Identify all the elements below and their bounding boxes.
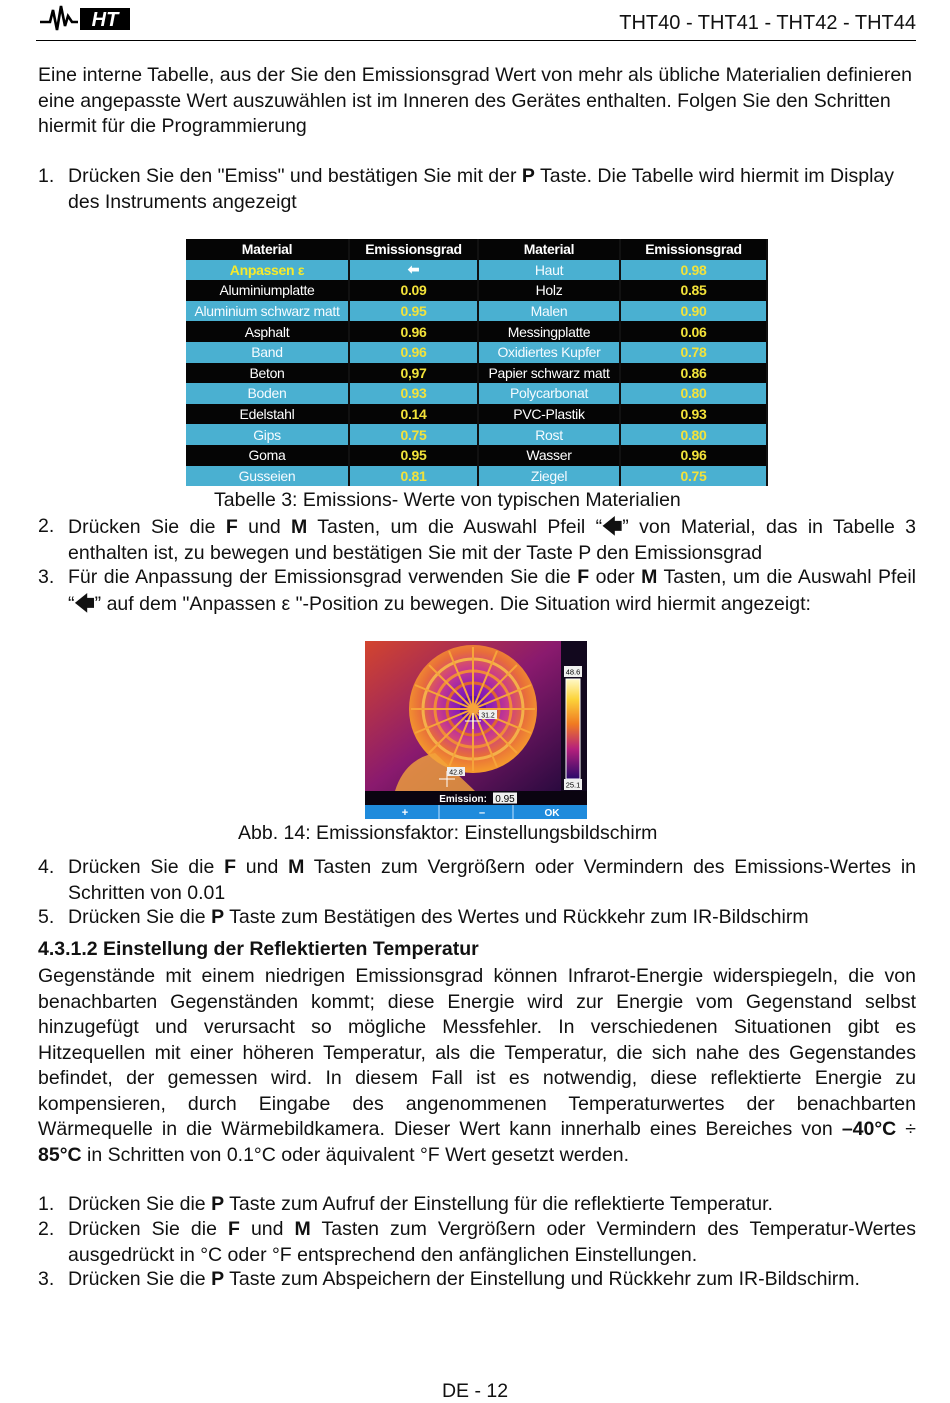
table-row — [186, 280, 767, 301]
emission-label: Emission: — [439, 794, 487, 805]
select-arrow-icon: 🡄 — [602, 515, 623, 538]
material-cell: Malen — [478, 301, 620, 322]
col-header-material-1: Material — [186, 239, 349, 260]
header-divider — [36, 40, 916, 41]
table-caption: Tabelle 3: Emissions- Werte von typischen Materialien — [214, 489, 681, 511]
spot-center-temp: 31.2 — [481, 712, 495, 720]
material-cell: Haut — [478, 260, 620, 281]
table-row — [186, 466, 767, 487]
material-cell: Band — [186, 342, 349, 363]
emissivity-cell: 0.96 — [349, 321, 478, 342]
reflect-step-3: 3. Drücken Sie die P Taste zum Abspeichern der Einstellung und Rückkehr zum IR-Bildschirm. — [38, 1268, 860, 1290]
material-cell: Gips — [186, 424, 349, 445]
col-header-material-2: Material — [478, 239, 620, 260]
ht-logo — [38, 2, 132, 34]
material-cell: Asphalt — [186, 321, 349, 342]
material-cell: Papier schwarz matt — [478, 363, 620, 384]
table-header-row — [186, 239, 767, 260]
emissivity-cell: 0.96 — [620, 445, 767, 466]
material-cell: Messingplatte — [478, 321, 620, 342]
table-row — [186, 424, 767, 445]
emissivity-cell: 0.80 — [620, 383, 767, 404]
step-5: 5. Drücken Sie die P Taste zum Bestätigen des Wertes und Rückkehr zum IR-Bildschirm — [38, 906, 809, 928]
logo-text: HT — [91, 9, 119, 31]
emissivity-cell: 0.93 — [620, 404, 767, 425]
emissivity-cell: 0.95 — [349, 445, 478, 466]
section-heading: 4.3.1.2 Einstellung der Reflektierten Temperatur — [38, 938, 479, 960]
col-header-emission-2: Emissionsgrad — [620, 239, 767, 260]
emissivity-cell: 0.86 — [620, 363, 767, 384]
material-cell: Ziegel — [478, 466, 620, 487]
emissivity-cell: 0,97 — [349, 363, 478, 384]
step-3: 3. Für die Anpassung der Emissionsgrad verwenden Sie die F oder M Tasten, um die Auswahl Pfeil “🡄” auf dem "Anpassen ε "-Position zu bewegen. Die Situation wird hiermit angezeigt: — [38, 566, 916, 615]
emissivity-cell: 0.06 — [620, 321, 767, 342]
emissivity-cell: 0.09 — [349, 280, 478, 301]
emissivity-cell: 0.85 — [620, 280, 767, 301]
material-cell: Aluminium schwarz matt — [186, 301, 349, 322]
material-cell: Wasser — [478, 445, 620, 466]
table-row — [186, 301, 767, 322]
emissivity-cell: 0.81 — [349, 466, 478, 487]
material-cell: Boden — [186, 383, 349, 404]
col-header-emission-1: Emissionsgrad — [349, 239, 478, 260]
material-cell: Holz — [478, 280, 620, 301]
material-cell: PVC-Plastik — [478, 404, 620, 425]
material-cell: Polycarbonat — [478, 383, 620, 404]
table-row — [186, 404, 767, 425]
step-number: 1. — [38, 165, 55, 187]
table-row — [186, 445, 767, 466]
emissivity-cell: 0.96 — [349, 342, 478, 363]
emissivity-cell: 0.93 — [349, 383, 478, 404]
selection-arrow-icon: ⬅ — [349, 260, 478, 281]
emission-value: 0.95 — [495, 794, 515, 805]
material-cell: Goma — [186, 445, 349, 466]
emissivity-cell: 0.80 — [620, 424, 767, 445]
emissivity-table — [186, 239, 768, 486]
step-2: 2. Drücken Sie die F und M Tasten, um die Auswahl Pfeil “🡄” von Material, das in Tabelle 3 enthalten ist, zu bewegen und bestätigen Sie mit der Taste P den Emissionsgrad — [38, 515, 916, 564]
temperature-scale-bar — [566, 679, 580, 779]
emissivity-cell: 0.90 — [620, 301, 767, 322]
reflect-step-1: 1. Drücken Sie die P Taste zum Aufruf der Einstellung für die reflektierte Temperatur. — [38, 1193, 773, 1215]
step-4: 4. Drücken Sie die F und M Tasten zum Vergrößern oder Vermindern des Emissions-Wertes in Schritten von 0.01 — [38, 856, 916, 904]
figure-caption: Abb. 14: Emissionsfaktor: Einstellungsbildschirm — [238, 822, 658, 844]
table-row — [186, 342, 767, 363]
spot-low-temp: 42.8 — [449, 769, 463, 777]
model-title: THT40 - THT41 - THT42 - THT44 — [619, 12, 916, 34]
material-cell: Beton — [186, 363, 349, 384]
softkey-plus: + — [401, 807, 409, 819]
table-row — [186, 363, 767, 384]
reflect-step-2: 2. Drücken Sie die F und M Tasten zum Vergrößern oder Vermindern des Temperatur-Wertes ausgedrückt in °C oder °F entsprechend den anfänglichen Einstellungen. — [38, 1218, 916, 1266]
intro-paragraph: Eine interne Tabelle, aus der Sie den Emissionsgrad Wert von mehr als übliche Materialien definieren eine angepasste Wert auszuwählen ist im Inneren des Gerätes enthalten. Folgen Sie den Schritten hiermit für die Programmierung — [38, 64, 913, 137]
emissivity-cell: 0.95 — [349, 301, 478, 322]
scale-max-label: 48.6 — [565, 667, 581, 677]
material-cell: Aluminiumplatte — [186, 280, 349, 301]
table-row — [186, 321, 767, 342]
emissivity-cell: 0.75 — [349, 424, 478, 445]
table-row — [186, 383, 767, 404]
material-cell: Gusseien — [186, 466, 349, 487]
section-body: Gegenstände mit einem niedrigen Emissionsgrad können Infrarot-Energie widerspiegeln, die von benachbarten Gegenständen kommt; diese Energie wird zur Energie vom Gegenstand selbst hinzugefügt und verursacht so mögliche Messfehler. In verschiedenen Situationen gibt es Hitzequellen mit einer höheren Temperatur, als die Temperatur, die sich nahe des Gegenstandes befindet, der gemessen wird. In diesem Fall ist es notwendig, diese reflektierte Energie zu kompensieren, durch Eingabe des angenommenen Temperaturwertes der benachbarten Wärmequelle in die Wärmebildkamera. Dieser Wert kann innerhalb eines Bereiches von –40°C ÷ 85°C in Schritten von 0.1°C oder äquivalent °F Wert gesetzt werden. — [38, 965, 916, 1166]
softkey-ok: OK — [544, 808, 560, 819]
material-cell: Anpassen ε — [186, 260, 349, 281]
thermal-camera-screen — [365, 641, 587, 819]
step-1: 1. Drücken Sie den "Emiss" und bestätigen Sie mit der P Taste. Die Tabelle wird hiermit im Display des Instruments angezeigt — [38, 165, 894, 213]
table-row — [186, 260, 767, 281]
select-arrow-icon: 🡄 — [74, 591, 95, 615]
softkey-minus: – — [478, 807, 486, 819]
scale-min-label: 25.1 — [565, 780, 581, 790]
emissivity-cell: 0.14 — [349, 404, 478, 425]
emissivity-cell: 0.75 — [620, 466, 767, 487]
material-cell: Edelstahl — [186, 404, 349, 425]
material-cell: Rost — [478, 424, 620, 445]
emissivity-cell: 0.78 — [620, 342, 767, 363]
material-cell: Oxidiertes Kupfer — [478, 342, 620, 363]
page-number: DE - 12 — [441, 1380, 509, 1402]
emissivity-cell: 0.98 — [620, 260, 767, 281]
